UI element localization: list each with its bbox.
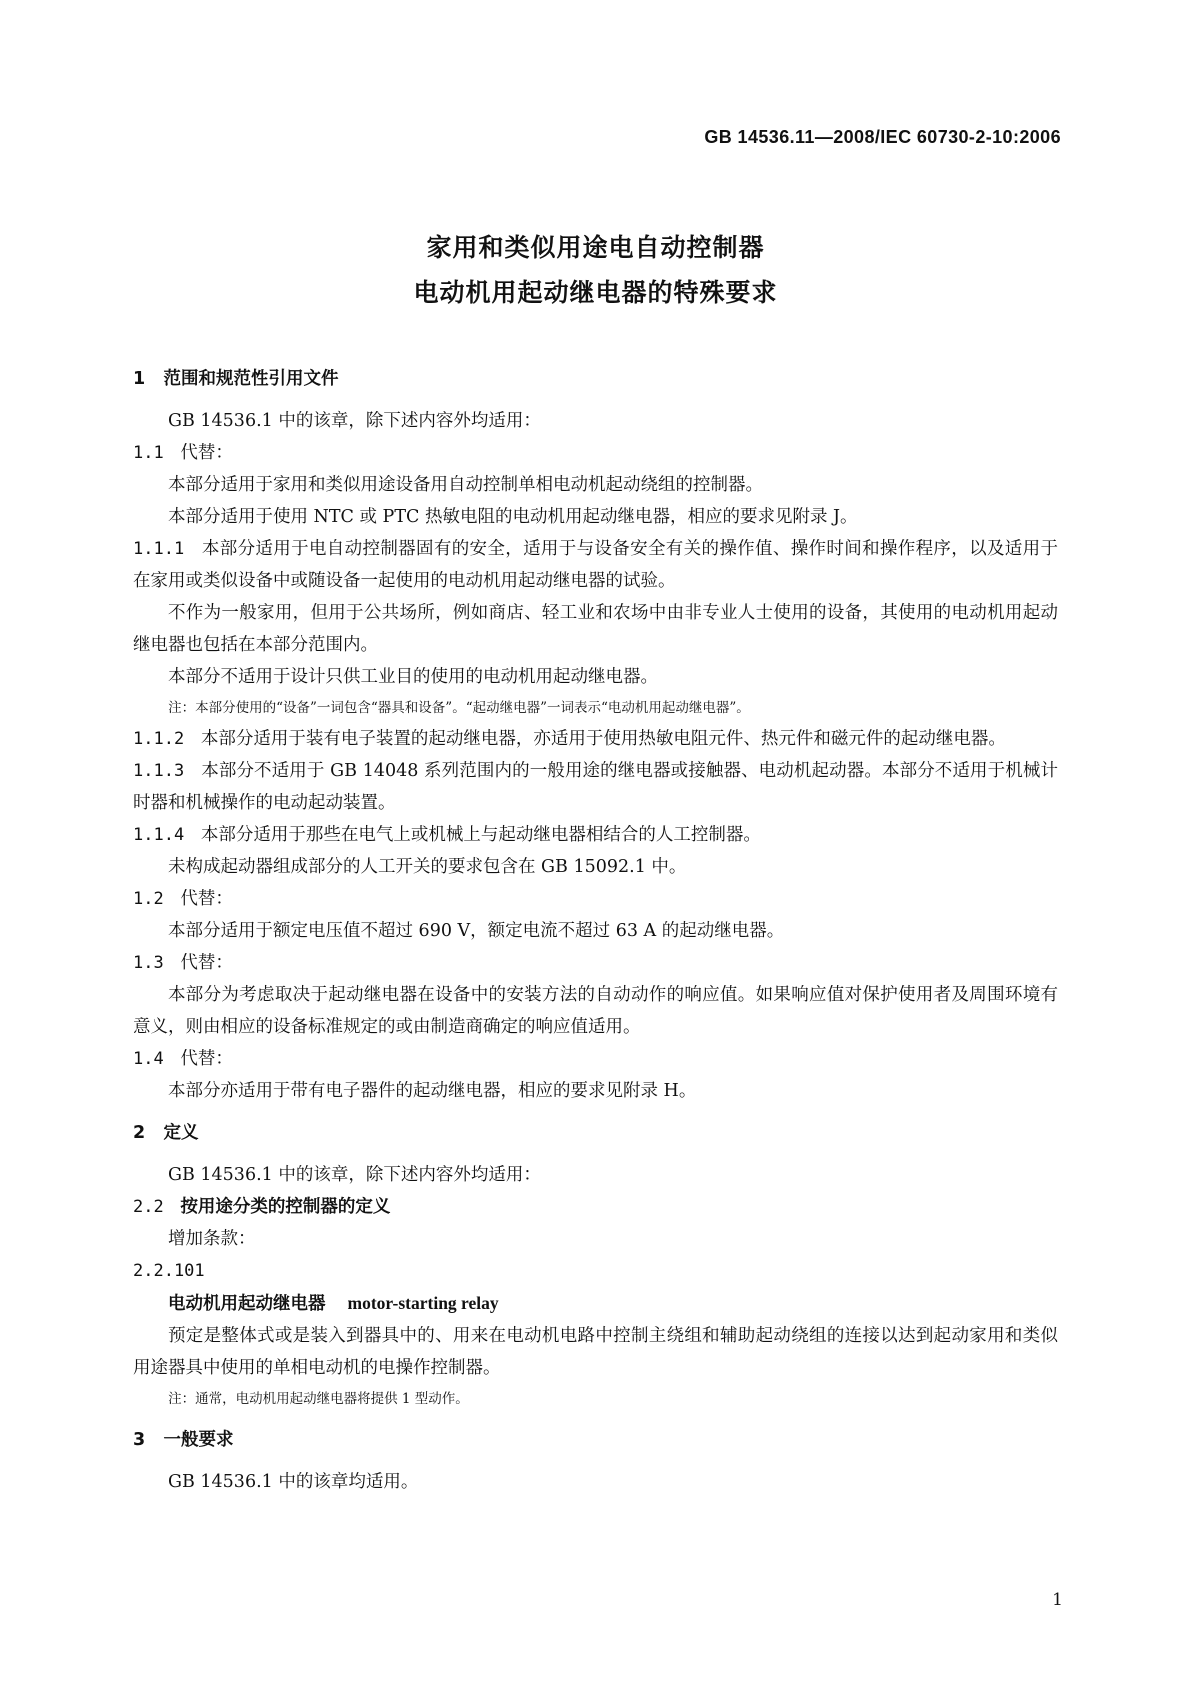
section-title: 定义 [163, 1123, 199, 1143]
section-1-heading [133, 363, 1058, 395]
clause-2-2-paragraph: 增加条款： [168, 1229, 256, 1249]
section-3-text: GB 14536.1 中的该章均适用。 [168, 1472, 419, 1492]
term-entry [133, 1287, 1058, 1320]
term-definition: 预定是整体式或是装入到器具中的、用来在电动机电路中控制主绕组和辅助起动绕组的连接以达到起动家用和类似用途器具中使用的单相电动机的电操作控制器。 [133, 1326, 1058, 1378]
clause-number: 1.1 [133, 443, 164, 463]
term-chinese: 电动机用起动继电器 [168, 1294, 326, 1314]
clause-1-1-4 [133, 819, 1058, 851]
clause-number: 1.1.1 [133, 539, 185, 559]
clause-text: 本部分不适用于 GB 14048 系列范围内的一般用途的继电器或接触器、电动机起动器。本部分不适用于机械计时器和机械操作的电动起动装置。 [133, 761, 1058, 813]
section-title: 一般要求 [163, 1430, 234, 1450]
section-number: 1 [133, 369, 146, 389]
clause-number: 1.1.2 [133, 729, 185, 749]
clause-title: 按用途分类的控制器的定义 [180, 1197, 391, 1217]
clause-1-1-1-paragraph-3: 本部分不适用于设计只供工业目的使用的电动机用起动继电器。 [168, 667, 658, 687]
clause-1-1-1-note: 注：本部分使用的“设备”一词包含“器具和设备”。“起动继电器”一词表示“电动机用起动继电器”。 [168, 700, 750, 716]
section-number: 2 [133, 1123, 146, 1143]
clause-2-2 [133, 1191, 1058, 1223]
clause-1-3-text: 本部分为考虑取决于起动继电器在设备中的安装方法的自动动作的响应值。如果响应值对保护使用者及周围环境有意义，则由相应的设备标准规定的或由制造商确定的响应值适用。 [133, 985, 1058, 1037]
section-title: 范围和规范性引用文件 [163, 369, 339, 389]
clause-1-1-4-paragraph-2: 未构成起动器组成部分的人工开关的要求包含在 GB 15092.1 中。 [168, 857, 687, 877]
clause-1-1-3 [133, 755, 1058, 819]
section-1-intro: GB 14536.1 中的该章，除下述内容外均适用： [168, 411, 541, 431]
section-3-heading [133, 1424, 1058, 1456]
clause-number: 2.2 [133, 1197, 164, 1217]
document-body [133, 363, 1058, 1498]
clause-1-1 [133, 437, 1058, 469]
clause-text: 本部分适用于电自动控制器固有的安全，适用于与设备安全有关的操作值、操作时间和操作程序，以及适用于在家用或类似设备中或随设备一起使用的电动机用起动继电器的试验。 [133, 539, 1058, 591]
clause-label: 代替： [180, 889, 233, 909]
clause-text: 本部分适用于那些在电气上或机械上与起动继电器相结合的人工控制器。 [200, 825, 761, 845]
clause-text: 本部分适用于装有电子装置的起动继电器，亦适用于使用热敏电阻元件、热元件和磁元件的起动继电器。 [200, 729, 1006, 749]
clause-label: 代替： [180, 1049, 233, 1069]
clause-number: 1.1.4 [133, 825, 185, 845]
clause-number: 1.3 [133, 953, 164, 973]
standard-code: GB 14536.11—2008/IEC 60730-2-10:2006 [704, 127, 1061, 147]
title-line-1: 家用和类似用途电自动控制器 [426, 233, 765, 262]
page-number: 1 [1052, 1590, 1063, 1610]
term-english: motor-starting relay [347, 1293, 499, 1313]
clause-1-1-2 [133, 723, 1058, 755]
clause-1-3 [133, 947, 1058, 979]
clause-1-2-text: 本部分适用于额定电压值不超过 690 V，额定电流不超过 63 A 的起动继电器。 [168, 921, 785, 941]
clause-label: 代替： [180, 443, 233, 463]
clause-1-4 [133, 1043, 1058, 1075]
clause-number: 1.2 [133, 889, 164, 909]
clause-2-2-101 [133, 1255, 1058, 1287]
clause-1-4-text: 本部分亦适用于带有电子器件的起动继电器，相应的要求见附录 H。 [168, 1081, 697, 1101]
clause-number: 2.2.101 [133, 1261, 205, 1281]
term-note: 注：通常，电动机用起动继电器将提供 1 型动作。 [168, 1391, 469, 1407]
clause-number: 1.1.3 [133, 761, 185, 781]
clause-1-2 [133, 883, 1058, 915]
clause-1-1-1 [133, 533, 1058, 597]
clause-1-1-paragraph-1: 本部分适用于家用和类似用途设备用自动控制单相电动机起动绕组的控制器。 [168, 475, 763, 495]
section-2-intro: GB 14536.1 中的该章，除下述内容外均适用： [168, 1165, 541, 1185]
clause-1-1-paragraph-2: 本部分适用于使用 NTC 或 PTC 热敏电阻的电动机用起动继电器，相应的要求见附录 J。 [168, 507, 858, 527]
title-line-2: 电动机用起动继电器的特殊要求 [413, 278, 778, 307]
section-2-heading [133, 1117, 1058, 1149]
clause-number: 1.4 [133, 1049, 164, 1069]
clause-label: 代替： [180, 953, 233, 973]
clause-1-1-1-paragraph-2: 不作为一般家用，但用于公共场所，例如商店、轻工业和农场中由非专业人士使用的设备，其使用的电动机用起动继电器也包括在本部分范围内。 [133, 603, 1058, 655]
section-number: 3 [133, 1430, 146, 1450]
